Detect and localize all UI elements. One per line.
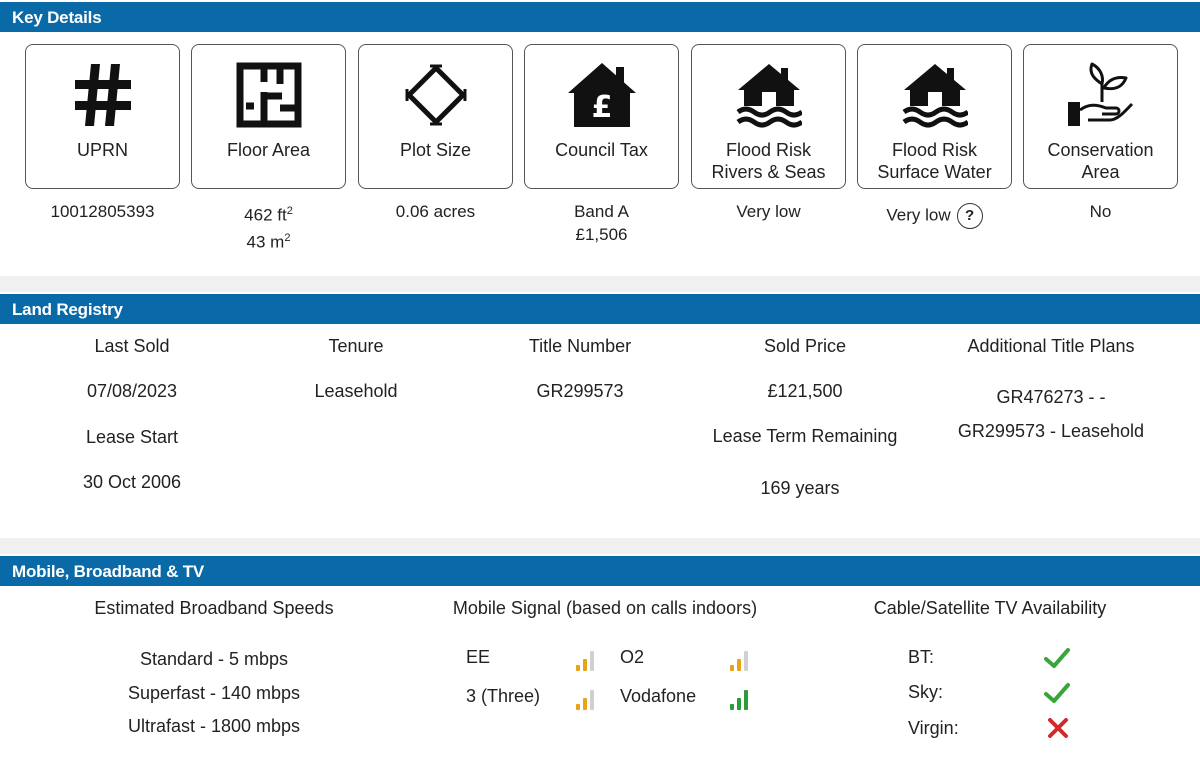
flood-rivers-tile: [691, 44, 846, 189]
house-pound-icon: [525, 59, 678, 131]
floor-plan-icon: [192, 59, 345, 131]
council-tax-amount: £1,506: [575, 225, 628, 244]
key-details-section: [0, 0, 1200, 276]
check-icon: [1043, 646, 1071, 670]
lease-start-label: Lease Start: [85, 427, 179, 447]
conservation-value: No: [1089, 202, 1112, 221]
broadband-title: Estimated Broadband Speeds: [94, 598, 334, 618]
council-tax-label: Council Tax: [555, 140, 648, 160]
conservation-label-2: Area: [1081, 162, 1120, 182]
floor-area-value: [191, 200, 346, 253]
tv-sky-name: Sky:: [908, 682, 944, 702]
lease-start-value: 30 Oct 2006: [82, 472, 182, 492]
signal-bar: [590, 651, 594, 671]
conservation-tile: [1023, 44, 1178, 189]
council-tax-band: Band A: [574, 202, 629, 221]
additional-plan-1[interactable]: GR476273 - -: [996, 387, 1106, 407]
tenure-value: Leasehold: [314, 381, 398, 401]
key-details-header: Key Details: [0, 0, 1200, 32]
mobile-broadband-header: Mobile, Broadband & TV: [0, 554, 1200, 586]
flood-surface-value: [857, 203, 1012, 229]
signal-bars-icon: [576, 649, 598, 671]
title-number-value: GR299573: [536, 381, 624, 401]
svg-text:£: £: [591, 90, 612, 125]
flood-rivers-label-2: Rivers & Seas: [711, 162, 826, 182]
plot-size-value: 0.06 acres: [395, 202, 476, 221]
sold-price-value: £121,500: [767, 381, 843, 401]
conservation-label-1: Conservation: [1047, 140, 1154, 160]
uprn-label: UPRN: [76, 140, 128, 160]
plot-size-label: Plot Size: [399, 140, 472, 160]
council-tax-value: [524, 200, 679, 246]
sold-price-label: Sold Price: [763, 336, 847, 356]
signal-bars-icon: [576, 688, 598, 710]
floor-area-label: Floor Area: [226, 140, 311, 160]
broadband-standard: Standard - 5 mbps: [139, 649, 289, 669]
signal-bars-icon: [730, 688, 752, 710]
signal-bar: [576, 665, 580, 671]
hash-icon: [26, 59, 179, 131]
flood-rivers-label: [692, 139, 845, 183]
signal-bars-icon: [730, 649, 752, 671]
mobile-signal-title: Mobile Signal (based on calls indoors): [452, 598, 758, 618]
council-tax-tile: [524, 44, 679, 189]
uprn-value: 10012805393: [50, 202, 155, 221]
plot-icon: [359, 59, 512, 131]
signal-bar: [737, 698, 741, 710]
plot-size-tile: [358, 44, 513, 189]
signal-bar: [744, 651, 748, 671]
signal-bar: [744, 690, 748, 710]
mobile-broadband-section: [0, 554, 1200, 768]
floor-area-ft: 462 ft: [244, 205, 287, 225]
tv-virgin-name: Virgin:: [908, 718, 959, 738]
conservation-label: [1024, 139, 1177, 183]
floor-area-m-sup: 2: [284, 231, 291, 244]
flood-surface-label-2: Surface Water: [877, 162, 992, 182]
help-icon[interactable]: ?: [957, 203, 983, 229]
title-number-label: Title Number: [528, 336, 632, 356]
flood-surface-tile: [857, 44, 1012, 189]
last-sold-label: Last Sold: [94, 336, 170, 356]
signal-bar: [583, 659, 587, 671]
uprn-tile: [25, 44, 180, 189]
lease-remaining-value: 169 years: [760, 478, 840, 498]
last-sold-value: 07/08/2023: [86, 381, 178, 401]
signal-bar: [583, 698, 587, 710]
flood-rivers-value: Very low: [736, 202, 801, 221]
network-three-name: 3 (Three): [466, 686, 541, 706]
cross-icon: [1046, 716, 1070, 740]
broadband-superfast: Superfast - 140 mbps: [127, 683, 301, 703]
network-ee-name: EE: [466, 647, 491, 667]
signal-bar: [737, 659, 741, 671]
flood-house-icon: [858, 59, 1011, 131]
network-vodafone-name: Vodafone: [620, 686, 697, 706]
network-o2-name: O2: [620, 647, 645, 667]
tenure-label: Tenure: [328, 336, 384, 356]
signal-bar: [576, 704, 580, 710]
additional-plan-2[interactable]: GR299573 - Leasehold: [957, 421, 1145, 441]
floor-area-ft-sup: 2: [286, 205, 293, 217]
signal-bar: [730, 704, 734, 710]
land-registry-section: [0, 292, 1200, 538]
flood-surface-value-text: Very low: [886, 205, 951, 225]
signal-bar: [590, 690, 594, 710]
flood-house-icon: [692, 59, 845, 131]
lease-remaining-label: Lease Term Remaining: [712, 426, 898, 446]
additional-plans-label: Additional Title Plans: [967, 336, 1135, 356]
flood-surface-label: [858, 139, 1011, 183]
check-icon: [1043, 681, 1071, 705]
signal-bar: [730, 665, 734, 671]
land-registry-header: Land Registry: [0, 292, 1200, 324]
tv-title: Cable/Satellite TV Availability: [873, 598, 1107, 618]
floor-area-m: 43 m: [246, 232, 285, 252]
flood-rivers-label-1: Flood Risk: [725, 140, 812, 160]
tv-bt-name: BT:: [908, 647, 935, 667]
floor-area-tile: [191, 44, 346, 189]
broadband-ultrafast: Ultrafast - 1800 mbps: [127, 716, 301, 736]
hand-plant-icon: [1024, 59, 1177, 131]
flood-surface-label-1: Flood Risk: [891, 140, 978, 160]
